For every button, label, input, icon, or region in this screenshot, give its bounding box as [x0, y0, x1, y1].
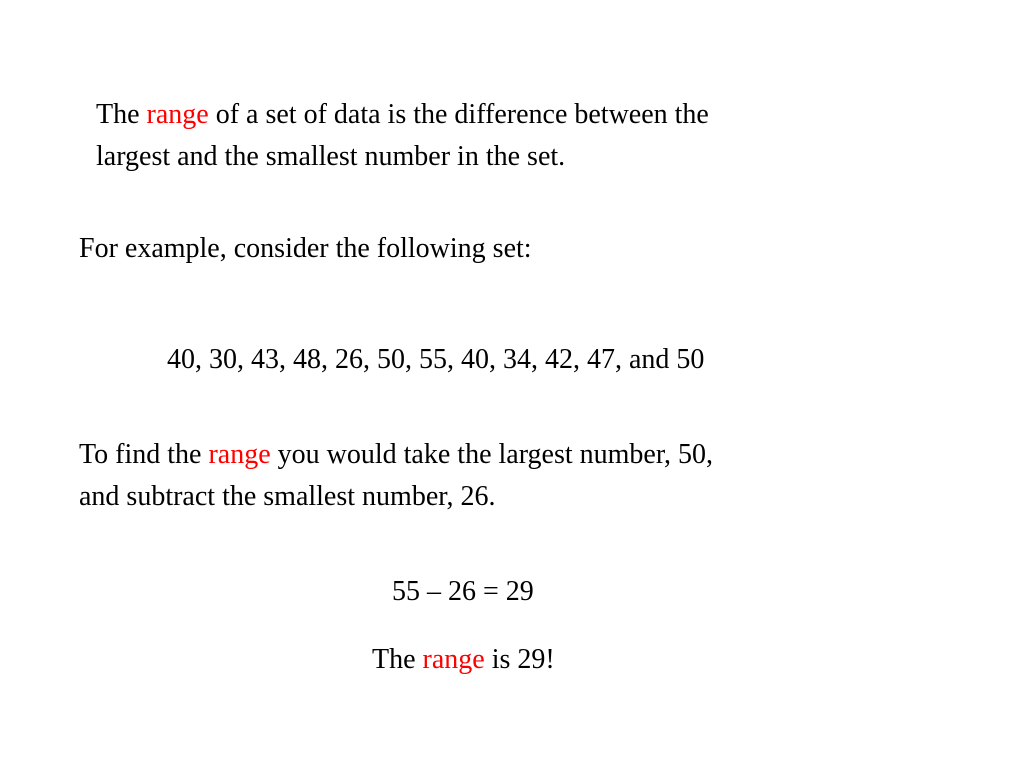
- definition-term-highlight: range: [146, 99, 209, 130]
- conclusion: [372, 639, 555, 681]
- definition-lead: The: [96, 99, 147, 130]
- definition-line2: largest and the smallest number in the set.: [96, 141, 566, 172]
- find-range-line1-rest: you would take the largest number, 50,: [270, 439, 714, 470]
- find-range-paragraph: [79, 434, 713, 518]
- conclusion-term-highlight: range: [422, 644, 485, 675]
- example-intro: For example, consider the following set:: [79, 233, 532, 264]
- conclusion-tail: is 29!: [484, 644, 555, 675]
- find-range-lead: To find the: [79, 439, 209, 470]
- find-range-term-highlight: range: [208, 439, 271, 470]
- find-range-line2: and subtract the smallest number, 26.: [79, 481, 496, 512]
- data-set: 40, 30, 43, 48, 26, 50, 55, 40, 34, 42, 47, and 50: [167, 344, 705, 375]
- definition-paragraph: [96, 94, 709, 178]
- range-equation: 55 – 26 = 29: [392, 576, 534, 607]
- definition-line1-rest: of a set of data is the difference between the: [208, 99, 709, 130]
- conclusion-lead: The: [372, 644, 423, 675]
